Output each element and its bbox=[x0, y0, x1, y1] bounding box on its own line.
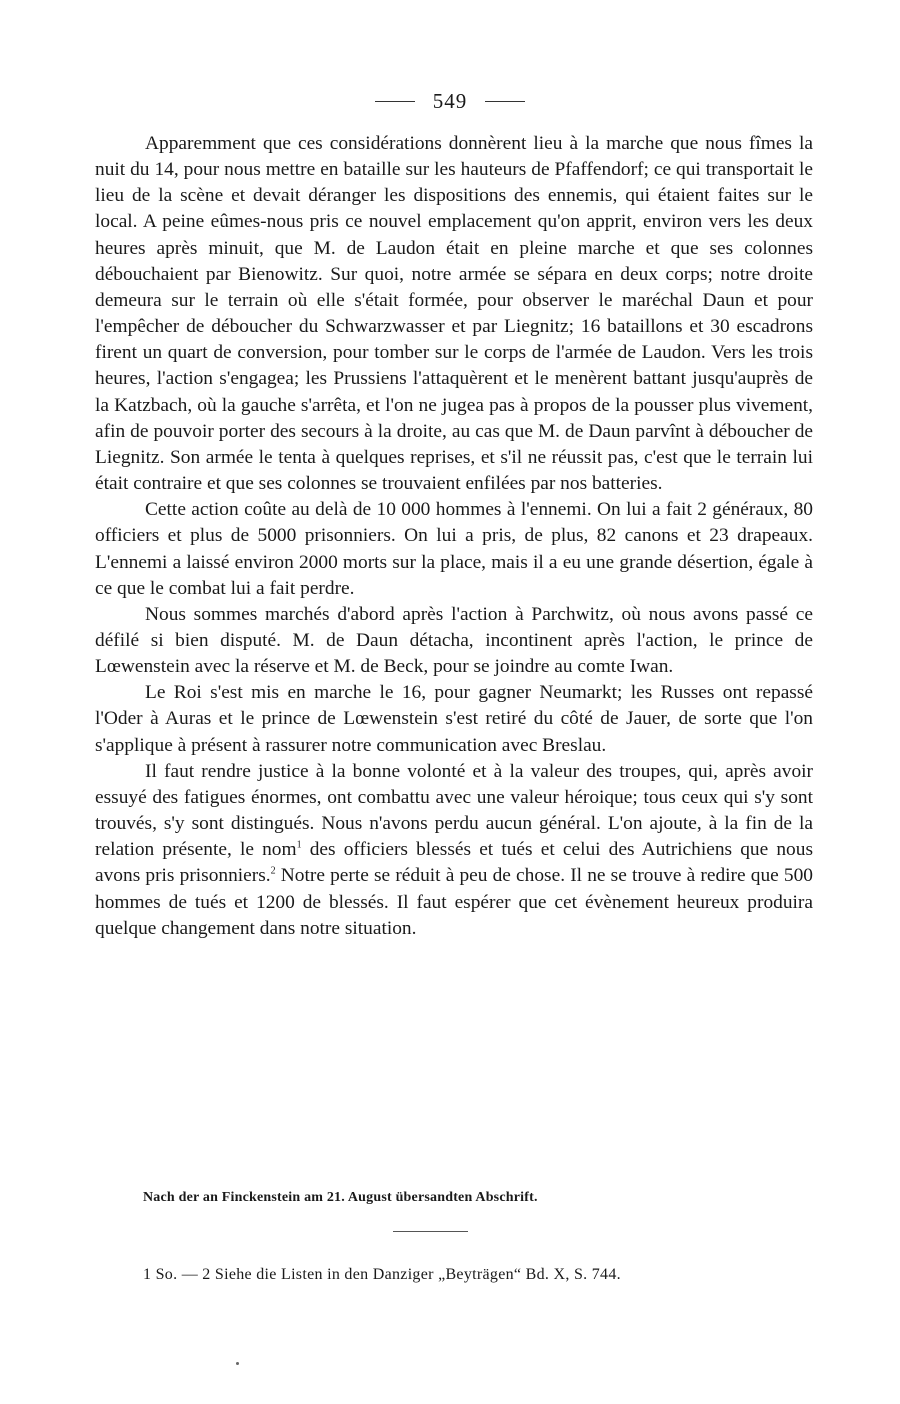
paragraph-text: Il faut rendre justice à la bonne volonté et à la valeur des troupes, qui, après avoir essuyé des fatigues énormes, ont combattu avec une valeur héroique; tous ceux qui s'y sont trouvés, s'y sont distingués. Nous n'avons perdu aucun général. L'on ajoute, à la fin de la relation présente, le nom bbox=[95, 760, 813, 861]
paragraph-last bbox=[95, 759, 813, 942]
paragraph: Cette action coûte au delà de 10 000 hommes à l'ennemi. On lui a fait 2 généraux, 80 officiers et plus de 5000 prisonniers. On lui a pris, de plus, 82 canons et 23 drapeaux. L'ennemi a laissé environ 2000 morts sur la place, mais il a eu une grande désertion, égale à ce que le combat lui a fait perdre. bbox=[95, 499, 813, 599]
body-text bbox=[95, 131, 813, 942]
scan-speck bbox=[236, 1362, 239, 1365]
footnote-divider bbox=[393, 1231, 468, 1232]
footnote-ref-1: 1 bbox=[296, 839, 302, 851]
paragraph-text: Notre perte se réduit à peu de chose. Il ne se trouve à redire que 500 hommes de tués et 1200 de blessés. Il faut espérer que cet évènement heureux produira quelque changement dans notre situation. bbox=[95, 865, 813, 939]
header-rule-right bbox=[485, 101, 525, 102]
paragraph: Nous sommes marchés d'abord après l'action à Parchwitz, où nous avons passé ce défilé si bien disputé. M. de Daun détacha, incontinent après l'action, le prince de Lœwenstein avec la réserve et M. de Beck, pour se joindre au comte Iwan. bbox=[95, 603, 813, 678]
footnote-ref-2: 2 bbox=[270, 865, 276, 877]
paragraph: Apparemment que ces considérations donnèrent lieu à la marche que nous fîmes la nuit du 14, pour nous mettre en bataille sur les hauteurs de Pfaffendorf; ce qui transportait le lieu de la scène et devait déranger les dispositions des ennemis, qui étaient faites sur le local. A peine eûmes-nous pris ce nouvel emplacement qu'on apprit, environ vers les deux heures après minuit, que M. de Laudon était en pleine marche et que ses colonnes débouchaient par Bienowitz. Sur quoi, notre armée se sépara en deux corps; notre droite demeura sur le terrain où elle s'était formée, pour observer le maréchal Daun et pour l'empêcher de déboucher du Schwarzwasser et par Liegnitz; 16 bataillons et 30 escadrons firent un quart de conversion, pour tomber sur le corps de l'armée de Laudon. Vers les trois heures, l'action s'engagea; les Prussiens l'attaquèrent et le menèrent battant jusqu'auprès de la Katzbach, où la gauche s'arrêta, et l'on ne jugea pas à propos de la pousser plus vivement, afin de pouvoir porter des secours à la droite, au cas que M. de Daun parvînt à déboucher de Liegnitz. Son armée le tenta à quelques reprises, et s'il ne réussit pas, c'est que le terrain lui était contraire et que ses colonnes se trouvaient enfilées par nos batteries. bbox=[95, 133, 813, 495]
paragraph: Le Roi s'est mis en marche le 16, pour gagner Neumarkt; les Russes ont repassé l'Oder à Auras et le prince de Lœwenstein s'est retiré du côté de Jauer, de sorte que l'on s'applique à présent à rassurer notre communication avec Breslau. bbox=[95, 682, 813, 756]
paragraph-text: des officiers blessés et tués et celui des Autrichiens que nous avons pris prisonniers. bbox=[95, 839, 813, 887]
footnotes: 1 So. — 2 Siehe die Listen in den Danziger „Beyträgen“ Bd. X, S. 744. bbox=[143, 1266, 621, 1283]
page-number: 549 bbox=[432, 88, 468, 113]
page-header bbox=[0, 86, 900, 116]
source-note: Nach der an Finckenstein am 21. August übersandten Abschrift. bbox=[143, 1190, 538, 1205]
header-rule-left bbox=[375, 101, 415, 102]
